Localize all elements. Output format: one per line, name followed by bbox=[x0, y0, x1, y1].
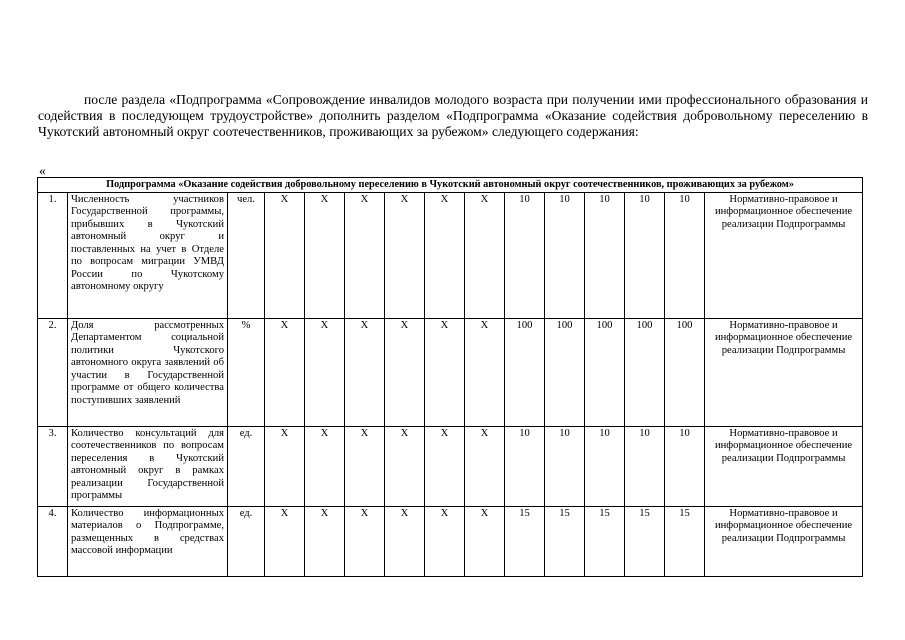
indicator-value: 100 bbox=[545, 318, 585, 426]
indicator-value: 10 bbox=[505, 426, 545, 506]
indicator-value: 10 bbox=[585, 426, 625, 506]
indicator-value: 100 bbox=[625, 318, 665, 426]
indicator-value: 15 bbox=[665, 506, 705, 576]
action-description: Нормативно-правовое и информационное обеспечение реализации Подпрограммы bbox=[705, 506, 863, 576]
indicator-value: 10 bbox=[545, 426, 585, 506]
indicator-value: 15 bbox=[585, 506, 625, 576]
indicator-value: 15 bbox=[545, 506, 585, 576]
unit-of-measure: ед. bbox=[228, 506, 265, 576]
indicator-value: Х bbox=[425, 426, 465, 506]
action-description: Нормативно-правовое и информационное обеспечение реализации Подпрограммы bbox=[705, 192, 863, 318]
unit-of-measure: % bbox=[228, 318, 265, 426]
indicator-value: Х bbox=[345, 192, 385, 318]
indicator-name: Количество информационных материалов о Подпрограмме, размещенных в средствах массовой информации bbox=[68, 506, 228, 576]
indicator-value: 10 bbox=[625, 426, 665, 506]
indicator-value: Х bbox=[345, 506, 385, 576]
indicators-table bbox=[37, 177, 863, 577]
indicator-value: Х bbox=[385, 506, 425, 576]
indicator-value: 15 bbox=[625, 506, 665, 576]
table-title-row bbox=[38, 178, 863, 193]
indicator-value: Х bbox=[425, 506, 465, 576]
unit-of-measure: чел. bbox=[228, 192, 265, 318]
indicator-value: 15 bbox=[505, 506, 545, 576]
indicator-value: 100 bbox=[665, 318, 705, 426]
intro-paragraph: после раздела «Подпрограмма «Сопровождение инвалидов молодого возраста при получении ими профессионального образования и содействия в последующем трудоустройстве» дополнить разделом «Подпрограмма «Оказание содействия добровольному переселению в Чукотский автономный округ соотечественников, проживающих за рубежом» следующего содержания: bbox=[38, 92, 868, 139]
indicator-value: Х bbox=[345, 426, 385, 506]
table-row bbox=[38, 318, 863, 426]
indicator-value: Х bbox=[465, 506, 505, 576]
indicator-name: Доля рассмотренных Департаментом социальной политики Чукотского автономного округа заявлений об участии в Государственной программе от общего количества поступивших заявлений bbox=[68, 318, 228, 426]
indicator-value: Х bbox=[305, 426, 345, 506]
indicator-value: 10 bbox=[665, 192, 705, 318]
indicator-value: Х bbox=[465, 318, 505, 426]
indicator-value: 100 bbox=[585, 318, 625, 426]
indicator-value: Х bbox=[465, 192, 505, 318]
indicator-value: 10 bbox=[665, 426, 705, 506]
table-row bbox=[38, 192, 863, 318]
indicator-value: Х bbox=[425, 192, 465, 318]
indicator-value: 10 bbox=[505, 192, 545, 318]
indicator-value: Х bbox=[385, 426, 425, 506]
indicator-value: Х bbox=[385, 318, 425, 426]
indicator-value: Х bbox=[425, 318, 465, 426]
subprogram-title: Подпрограмма «Оказание содействия добровольному переселению в Чукотский автономный округ соотечественников, проживающих за рубежом» bbox=[38, 178, 863, 193]
action-description: Нормативно-правовое и информационное обеспечение реализации Подпрограммы bbox=[705, 318, 863, 426]
indicator-value: 100 bbox=[505, 318, 545, 426]
table-row bbox=[38, 426, 863, 506]
indicator-value: Х bbox=[345, 318, 385, 426]
indicator-value: Х bbox=[265, 426, 305, 506]
indicator-value: 10 bbox=[585, 192, 625, 318]
indicator-value: Х bbox=[305, 318, 345, 426]
action-description: Нормативно-правовое и информационное обеспечение реализации Подпрограммы bbox=[705, 426, 863, 506]
indicator-value: Х bbox=[305, 506, 345, 576]
row-number: 2. bbox=[38, 318, 68, 426]
unit-of-measure: ед. bbox=[228, 426, 265, 506]
indicator-value: Х bbox=[385, 192, 425, 318]
opening-quote: « bbox=[39, 163, 46, 178]
indicator-value: 10 bbox=[625, 192, 665, 318]
indicator-value: Х bbox=[265, 506, 305, 576]
row-number: 4. bbox=[38, 506, 68, 576]
table-row bbox=[38, 506, 863, 576]
row-number: 3. bbox=[38, 426, 68, 506]
indicator-value: Х bbox=[305, 192, 345, 318]
row-number: 1. bbox=[38, 192, 68, 318]
indicator-value: 10 bbox=[545, 192, 585, 318]
indicator-name: Количество консультаций для соотечественников по вопросам переселения в Чукотский автономный округ в рамках реализации Государственной программы bbox=[68, 426, 228, 506]
indicator-name: Численность участников Государственной программы, прибывших в Чукотский автономный округ и поставленных на учет в Отделе по вопросам миграции УМВД России по Чукотскому автономному округу bbox=[68, 192, 228, 318]
indicator-value: Х bbox=[265, 318, 305, 426]
indicator-value: Х bbox=[265, 192, 305, 318]
indicator-value: Х bbox=[465, 426, 505, 506]
